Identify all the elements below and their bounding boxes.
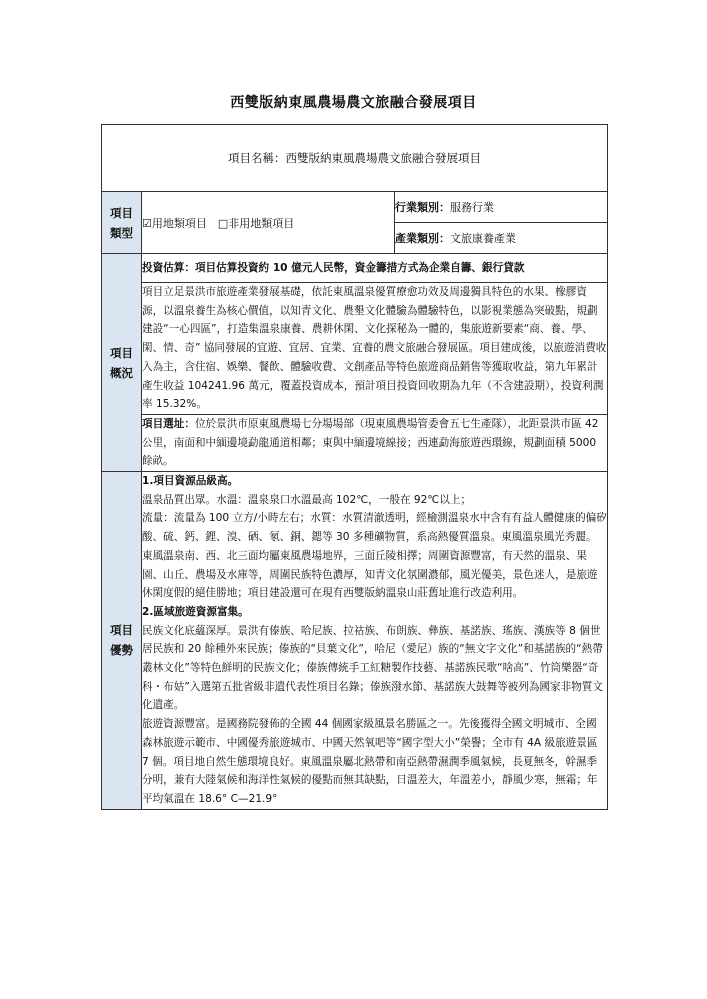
sector-value: 文旅康養產業 [450, 232, 516, 245]
land-options-cell [142, 192, 395, 254]
investment-cell [142, 254, 608, 283]
advantage-label-cell [102, 472, 142, 810]
overview-row-1 [102, 254, 608, 283]
advantage-heading-2: 2.區域旅遊資源富集。 [142, 605, 249, 618]
sector-label: 產業類別： [395, 232, 450, 245]
description-cell [142, 283, 608, 415]
investment-label: 投資估算： [142, 261, 195, 274]
site-label: 項目選址： [142, 417, 195, 430]
investment-text: 項目估算投資約 10 億元人民幣，資金籌措方式為企業自籌、銀行貸款 [194, 261, 525, 274]
industry-value: 服務行業 [450, 201, 494, 214]
site-text: 位於景洪市原東風農場七分場場部（現東風農場管委會五七生產隊），北距景洪市區 42 公里，南面和中緬邊境勐龍通道相鄰；東與中緬邊境線接；西連勐海旅遊西環線，規劃面積 5000 餘畝。 [142, 417, 599, 468]
industry-cell [395, 192, 608, 223]
type-label-line-1: 項目 [110, 205, 133, 220]
page-title: 西雙版納東風農場農文旅融合發展項目 [230, 95, 477, 111]
overview-row-3 [102, 414, 608, 471]
project-name-text: 項目名稱：西雙版納東風農場農文旅融合發展項目 [228, 151, 482, 165]
overview-label-line-2: 概況 [110, 365, 133, 380]
advantage-paragraph-3: 民族文化底蘊深厚。景洪有傣族、哈尼族、拉祜族、布朗族、彝族、基諾族、瑤族、漢族等 8 個世居民族和 20 餘種外來民族；傣族的“貝葉文化”，哈尼（愛尼）族的“無文字文化”和基諾族的“熱帶叢林文化”等特色鮮明的民族文化；傣族傳統手工紅糖製作技藝、基諾族民歌“啥高”、竹筒樂器“奇科・布姑”入選第五批省級非遺代表性項目名錄；傣族潑水節、基諾族大鼓舞等被列為國家非物質文化遺產。 [142, 624, 604, 712]
project-table [101, 124, 608, 810]
industry-label: 行業類別： [395, 201, 450, 214]
advantage-paragraph-4: 旅遊資源豐富。是國務院發佈的全國 44 個國家級風景名勝區之一。先後獲得全國文明城市、全國森林旅遊示範市、中國優秀旅遊城市、中國天然氧吧等“國字型大小”榮譽；全市有 4A 級旅遊景區 7 個。項目地自然生態環境良好。東風溫泉屬北熱帶和南亞熱帶濕潤季風氣候，長夏無冬，幹濕季分明，兼有大陸氣候和海洋性氣候的優點而無其缺點，日溫差大，年溫差小，靜風少寒，無霜；年平均氣溫在 18.6° C—21.9° [142, 718, 598, 805]
site-cell [142, 414, 608, 471]
overview-row-2 [102, 283, 608, 415]
type-label-cell [102, 192, 142, 254]
advantage-row [102, 472, 608, 810]
overview-label-cell [102, 254, 142, 472]
type-label-line-2: 類型 [110, 225, 133, 240]
advantage-label-line-2: 優勢 [110, 643, 133, 658]
land-options: ☑用地類項目 □非用地類項目 [142, 216, 295, 230]
type-row-1 [102, 192, 608, 223]
sector-cell [395, 223, 608, 254]
advantage-label-line-1: 項目 [110, 623, 133, 638]
description-text: 項目立足景洪市旅遊產業發展基礎，依託東風溫泉優質療愈功效及周邊獨具特色的水果、橡膠資源，以溫泉養生為核心價值，以知青文化、農墾文化體驗為體驗特色，以影視業態為突破點，規劃建設“一心四區”，打造集溫泉康養、農耕休閑、文化探秘為一體的，集旅遊新要素“商、養、學、閑、情、奇” 協同發展的宜遊、宜居、宜業、宜養的農文旅融合發展區。項目建成後，以旅遊消費收入為主，含住宿、娛樂、餐飲、體驗收費、文創產品等特色旅遊商品銷售等獲取收益，第九年累計產生收益 104241.96 萬元，覆蓋投資成本，預計項目投資回收期為九年（不含建設期），投資利潤率 15.32%。 [142, 286, 607, 411]
project-name-cell [102, 125, 608, 192]
advantage-heading-1: 1.項目資源品級高。 [142, 475, 239, 488]
advantage-paragraph-1: 溫泉品質出眾。水溫：溫泉泉口水溫最高 102℃，一般在 92℃以上； [142, 493, 472, 506]
overview-label-line-1: 項目 [110, 345, 133, 360]
advantage-paragraph-2: 流量：流量為 100 立方/小時左右；水質：水質清澈透明，經檢測溫泉水中含有有益人體健康的偏矽酸、硫、鈣、鋰、溴、硒、氡、銅、鍶等 30 多種礦物質，系高熱優質溫泉。東風溫泉風光秀麗。東風溫泉南、西、北三面均屬東風農場地界，三面丘陵相擇；周圍資源豐富，有天然的溫泉、果園、山丘、農場及水庫等，周圍民族特色濃厚，知青文化氛圍濃郁，風光優美，景色迷人，是旅遊休閑度假的絕佳勝地；項目建設還可在現有西雙版納溫泉山莊舊址進行改造利用。 [142, 512, 607, 600]
project-name-row [102, 125, 608, 192]
advantage-content-cell [142, 472, 608, 810]
